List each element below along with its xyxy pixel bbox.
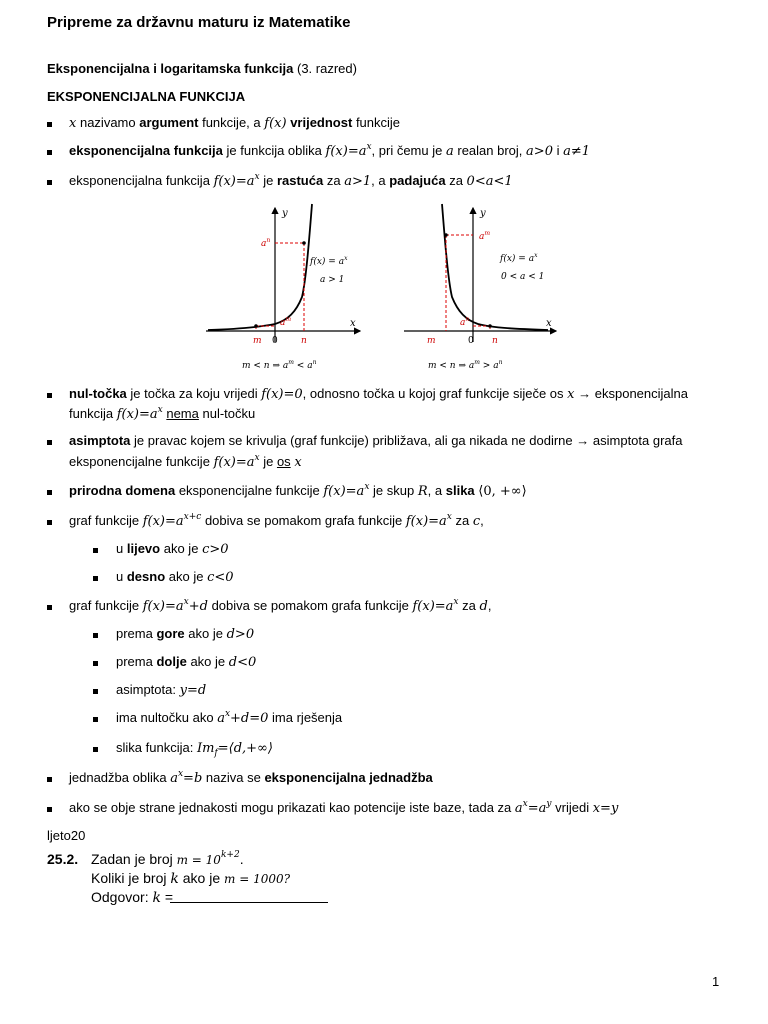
y-label: y — [282, 208, 288, 219]
item-domain: prirodna domena eksponencijalne funkcije $f(x)=a^x$ je skup R, a slika ⟨0, +∞⟩ — [69, 481, 527, 499]
exam-label: ljeto20 — [47, 828, 86, 843]
sub-bullet — [93, 548, 98, 553]
item-argument: x nazivamo argument funkcije, a f(x) vrijednost funkcije — [69, 115, 401, 131]
tick-m: m — [427, 336, 436, 346]
x-label: x — [546, 318, 552, 329]
tick-zero: 0 — [272, 336, 278, 346]
item-left: u lijevo ako je c>0 — [116, 541, 229, 557]
item-asymptote-cont: eksponencijalne funkcije $f(x)=a^x$ je os x — [69, 452, 302, 470]
item-zero-cont: funkcija $f(x)=a^x$ nema nul-točku — [69, 404, 256, 422]
item-asymptote-d: asimptota: y=d — [116, 682, 207, 698]
item-root: ima nultočku ako $a^x+d=0$ ima rješenja — [116, 708, 343, 726]
graph-decreasing — [398, 202, 568, 374]
item-same-base: ako se obje strane jednakosti mogu prikazati kao potencije iste baze, tada za $a^x=a^y$ vrijedi x=y — [69, 798, 619, 816]
section-heading: EKSPONENCIJALNA FUNKCIJA — [47, 89, 246, 104]
bullet — [47, 520, 52, 525]
exam-line-1: Zadan je broj $m = 10^{k+2}$. — [91, 850, 244, 867]
item-down: prema dolje ako je d<0 — [116, 654, 257, 670]
tick-n: n — [492, 336, 498, 346]
sub-bullet — [93, 661, 98, 666]
sub-bullet — [93, 747, 98, 752]
item-asymptote: asimptota je pravac kojem se krivulja (graf funkcije) približava, ali ga nikada ne dodirne → asimptota grafa — [69, 433, 683, 448]
item-equation: jednadžba oblika $a^x=b$ naziva se eksponencijalna jednadžba — [69, 768, 433, 786]
formula: $f(x) = a^x$ — [310, 255, 348, 267]
bullet — [47, 393, 52, 398]
item-monotonic: eksponencijalna funkcija $f(x)=a^x$ je rastuća za a>1, a padajuća za 0<a<1 — [69, 171, 513, 189]
bullet — [47, 180, 52, 185]
formula: $f(x) = a^x$ — [500, 252, 538, 264]
sub-bullet — [93, 633, 98, 638]
sub-bullet — [93, 717, 98, 722]
label-an: $a^n$ — [261, 237, 271, 249]
item-right: u desno ako je c<0 — [116, 569, 234, 585]
exp-curve — [442, 204, 548, 330]
graph-increasing — [200, 202, 370, 374]
page-number: 1 — [712, 974, 720, 989]
item-up: prema gore ako je d>0 — [116, 626, 255, 642]
point-n — [302, 241, 306, 245]
topic-grade: (3. razred) — [297, 61, 357, 76]
label-am: $a^m$ — [280, 316, 292, 328]
bullet — [47, 807, 52, 812]
y-label: y — [480, 208, 486, 219]
condition: a > 1 — [320, 275, 345, 285]
exam-line-2: Koliki je broj k ako je m = 1000? — [91, 870, 291, 887]
point-m — [254, 324, 258, 328]
exam-question — [47, 849, 337, 911]
bullet — [47, 150, 52, 155]
bullet — [47, 122, 52, 127]
caption: m < n ⇒ $a^m > a^n$ — [428, 359, 503, 371]
point-m — [444, 233, 448, 237]
label-am: $a^m$ — [479, 230, 491, 242]
topic-line — [47, 61, 357, 76]
exam-line-3: Odgovor: k = — [91, 889, 174, 906]
sub-bullet — [93, 576, 98, 581]
bullet — [47, 605, 52, 610]
sub-bullet — [93, 689, 98, 694]
answer-line[interactable] — [170, 902, 328, 903]
item-shift-horizontal: graf funkcije $f(x)=a^{x+c}$ dobiva se pomakom grafa funkcije $f(x)=a^x$ za c, — [69, 511, 484, 529]
item-shift-vertical: graf funkcije $f(x)=a^x+d$ dobiva se pomakom grafa funkcije $f(x)=a^x$ za d, — [69, 596, 492, 614]
page-title: Pripreme za državnu maturu iz Matematike — [47, 14, 351, 31]
label-an: $a^n$ — [460, 316, 470, 328]
exam-number: 25.2. — [47, 851, 79, 867]
tick-zero: 0 — [468, 336, 474, 346]
x-label: x — [350, 318, 356, 329]
item-image: slika funkcija: $Im_f=⟨d,+\infty⟩$ — [116, 740, 273, 759]
exp-curve — [208, 204, 312, 330]
bullet — [47, 440, 52, 445]
tick-n: n — [301, 336, 307, 346]
point-n — [488, 324, 492, 328]
item-zero: nul-točka je točka za koju vrijedi f(x)=0, odnosno točka u kojoj graf funkcije siječe os x → eksponencijalna — [69, 386, 688, 402]
tick-m: m — [253, 336, 262, 346]
caption: m < n ⇒ $a^m < a^n$ — [242, 359, 317, 371]
bullet — [47, 490, 52, 495]
bullet — [47, 777, 52, 782]
condition: 0 < a < 1 — [501, 272, 545, 282]
topic-title: Eksponencijalna i logaritamska funkcija — [47, 61, 294, 76]
item-definition: eksponencijalna funkcija je funkcija oblika $f(x)=a^x$, pri čemu je a realan broj, a>0 i a≠1 — [69, 141, 591, 159]
